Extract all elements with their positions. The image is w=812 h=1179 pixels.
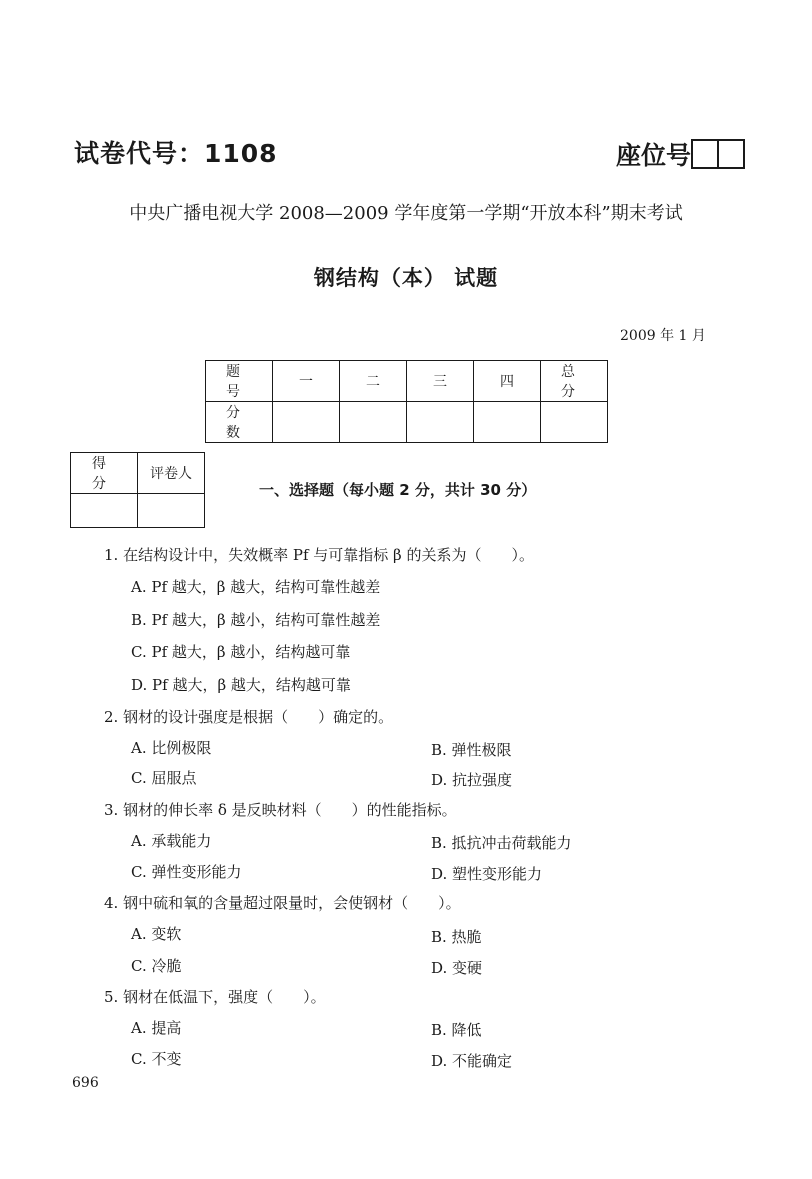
grader-table-header-row <box>71 453 205 494</box>
exam-date: 2009 年 1 月 <box>620 328 706 344</box>
score-input-cell[interactable] <box>407 402 474 443</box>
question-option: D. 变硬 <box>431 959 483 977</box>
grader-table-input-row <box>71 494 205 528</box>
seat-number <box>616 136 745 172</box>
score-input-cell[interactable] <box>273 402 340 443</box>
question-text: 1. 在结构设计中，失效概率 Pf 与可靠指标 β 的关系为（ ）。 <box>104 546 534 564</box>
question-option: A. 比例极限 <box>131 739 212 757</box>
question-text: 2. 钢材的设计强度是根据（ ）确定的。 <box>104 708 394 726</box>
seat-box <box>691 139 719 169</box>
question-option: C. 不变 <box>131 1050 182 1068</box>
score-table-cell: 四 <box>474 361 541 402</box>
exam-heading: 中央广播电视大学 2008—2009 学年度第一学期“开放本科”期末考试 <box>129 203 683 224</box>
seat-box <box>719 139 745 169</box>
question-option: C. 屈服点 <box>131 769 197 787</box>
grader-table-cell: 评卷人 <box>138 453 205 494</box>
question-option: C. 弹性变形能力 <box>131 863 242 881</box>
question-option: D. 抗拉强度 <box>431 771 513 789</box>
score-table-score-row <box>206 402 608 443</box>
question-option: B. 抵抗冲击荷载能力 <box>431 834 572 852</box>
exam-title: 钢结构（本） 试题 <box>313 266 499 290</box>
question-option: A. Pf 越大，β 越大，结构可靠性越差 <box>131 578 381 596</box>
score-table-header-row <box>206 361 608 402</box>
score-input-cell[interactable] <box>541 402 608 443</box>
question-option: B. 热脆 <box>431 928 482 946</box>
exam-code: 试卷代号：1108 <box>74 139 278 168</box>
question-text: 4. 钢中硫和氧的含量超过限量时，会使钢材（ ）。 <box>104 894 461 912</box>
score-table-cell: 一 <box>273 361 340 402</box>
question-text: 5. 钢材在低温下，强度（ ）。 <box>104 988 326 1006</box>
grader-table-cell: 得 分 <box>71 453 138 494</box>
question-option: D. Pf 越大，β 越大，结构越可靠 <box>131 676 351 694</box>
question-option: D. 不能确定 <box>431 1052 513 1070</box>
score-table-cell: 分 数 <box>206 402 273 443</box>
score-input-cell[interactable] <box>474 402 541 443</box>
score-input-cell[interactable] <box>340 402 407 443</box>
question-option: B. 降低 <box>431 1021 482 1039</box>
question-text: 3. 钢材的伸长率 δ 是反映材料（ ）的性能指标。 <box>104 801 457 819</box>
question-option: A. 变软 <box>131 925 182 943</box>
grader-name-cell[interactable] <box>138 494 205 528</box>
score-table-cell: 二 <box>340 361 407 402</box>
question-option: B. 弹性极限 <box>431 741 512 759</box>
score-table <box>205 360 613 443</box>
question-option: B. Pf 越大，β 越小，结构可靠性越差 <box>131 611 381 629</box>
question-option: C. Pf 越大，β 越小，结构越可靠 <box>131 643 351 661</box>
grader-score-cell[interactable] <box>71 494 138 528</box>
question-option: D. 塑性变形能力 <box>431 865 543 883</box>
question-option: C. 冷脆 <box>131 957 182 975</box>
score-table-cell: 题 号 <box>206 361 273 402</box>
page-number: 696 <box>72 1075 99 1091</box>
grader-table <box>70 452 205 528</box>
seat-label: 座位号 <box>616 141 692 170</box>
score-table-cell: 总 分 <box>541 361 608 402</box>
section-title: 一、选择题（每小题 2 分，共计 30 分） <box>259 481 537 499</box>
question-option: A. 承载能力 <box>131 832 212 850</box>
question-option: A. 提高 <box>131 1019 182 1037</box>
score-table-cell: 三 <box>407 361 474 402</box>
